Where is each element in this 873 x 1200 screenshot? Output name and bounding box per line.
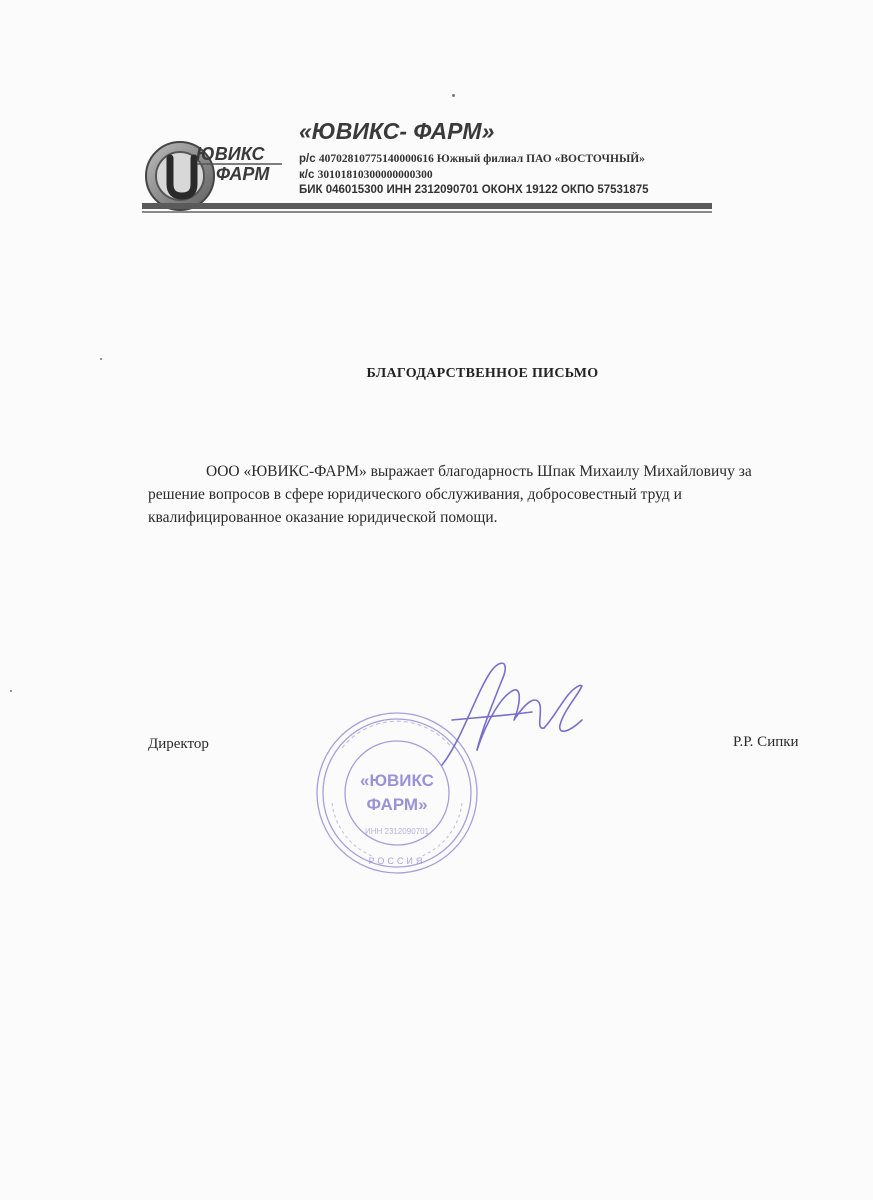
scan-speck: [10, 690, 12, 692]
stamp-country-text: РОССИЯ: [368, 856, 426, 866]
letterhead: [142, 112, 712, 222]
body-line-3: квалифицированное оказание юридической помощи.: [148, 509, 498, 526]
bank-account-label: р/с: [299, 153, 316, 165]
body-line-1: ООО «ЮВИКС-ФАРМ» выражает благодарность Шпак Михаилу Михайловичу за: [206, 463, 752, 480]
logo-text-top: ЮВИКС: [196, 144, 265, 164]
requisites-line: БИК 046015300 ИНН 2312090701 ОКОНХ 19122 ОКПО 57531875: [299, 184, 649, 196]
stamp-text-top: «ЮВИКС: [360, 771, 434, 790]
letterhead-divider-thin: [142, 211, 712, 213]
correspondent-account-value: 30101810300000000300: [317, 169, 433, 181]
letterhead-divider-thick: [142, 203, 712, 209]
stamp-inn-text: ИНН 2312090701: [364, 827, 430, 836]
stamp-text-bottom: ФАРМ»: [366, 795, 428, 814]
scan-speck: [100, 358, 102, 360]
correspondent-account-line: [299, 169, 433, 181]
body-line-2: решение вопросов в сфере юридического обслуживания, добросовестный труд и: [148, 486, 682, 503]
letter-body: [148, 460, 838, 529]
scan-speck: [452, 94, 455, 97]
company-name: «ЮВИКС- ФАРМ»: [299, 118, 495, 144]
handwritten-signature: [432, 650, 592, 770]
document-title: БЛАГОДАРСТВЕННОЕ ПИСЬМО: [366, 366, 599, 381]
correspondent-account-label: к/с: [299, 169, 315, 181]
bank-account-value: 40702810775140000616 Южный филиал ПАО «ВОСТОЧНЫЙ»: [318, 153, 645, 165]
signatory-name: Р.Р. Сипки: [733, 734, 799, 750]
signatory-role: Директор: [148, 736, 209, 752]
logo-text-bottom: ФАРМ: [216, 164, 270, 184]
bank-account-line: [299, 153, 645, 165]
